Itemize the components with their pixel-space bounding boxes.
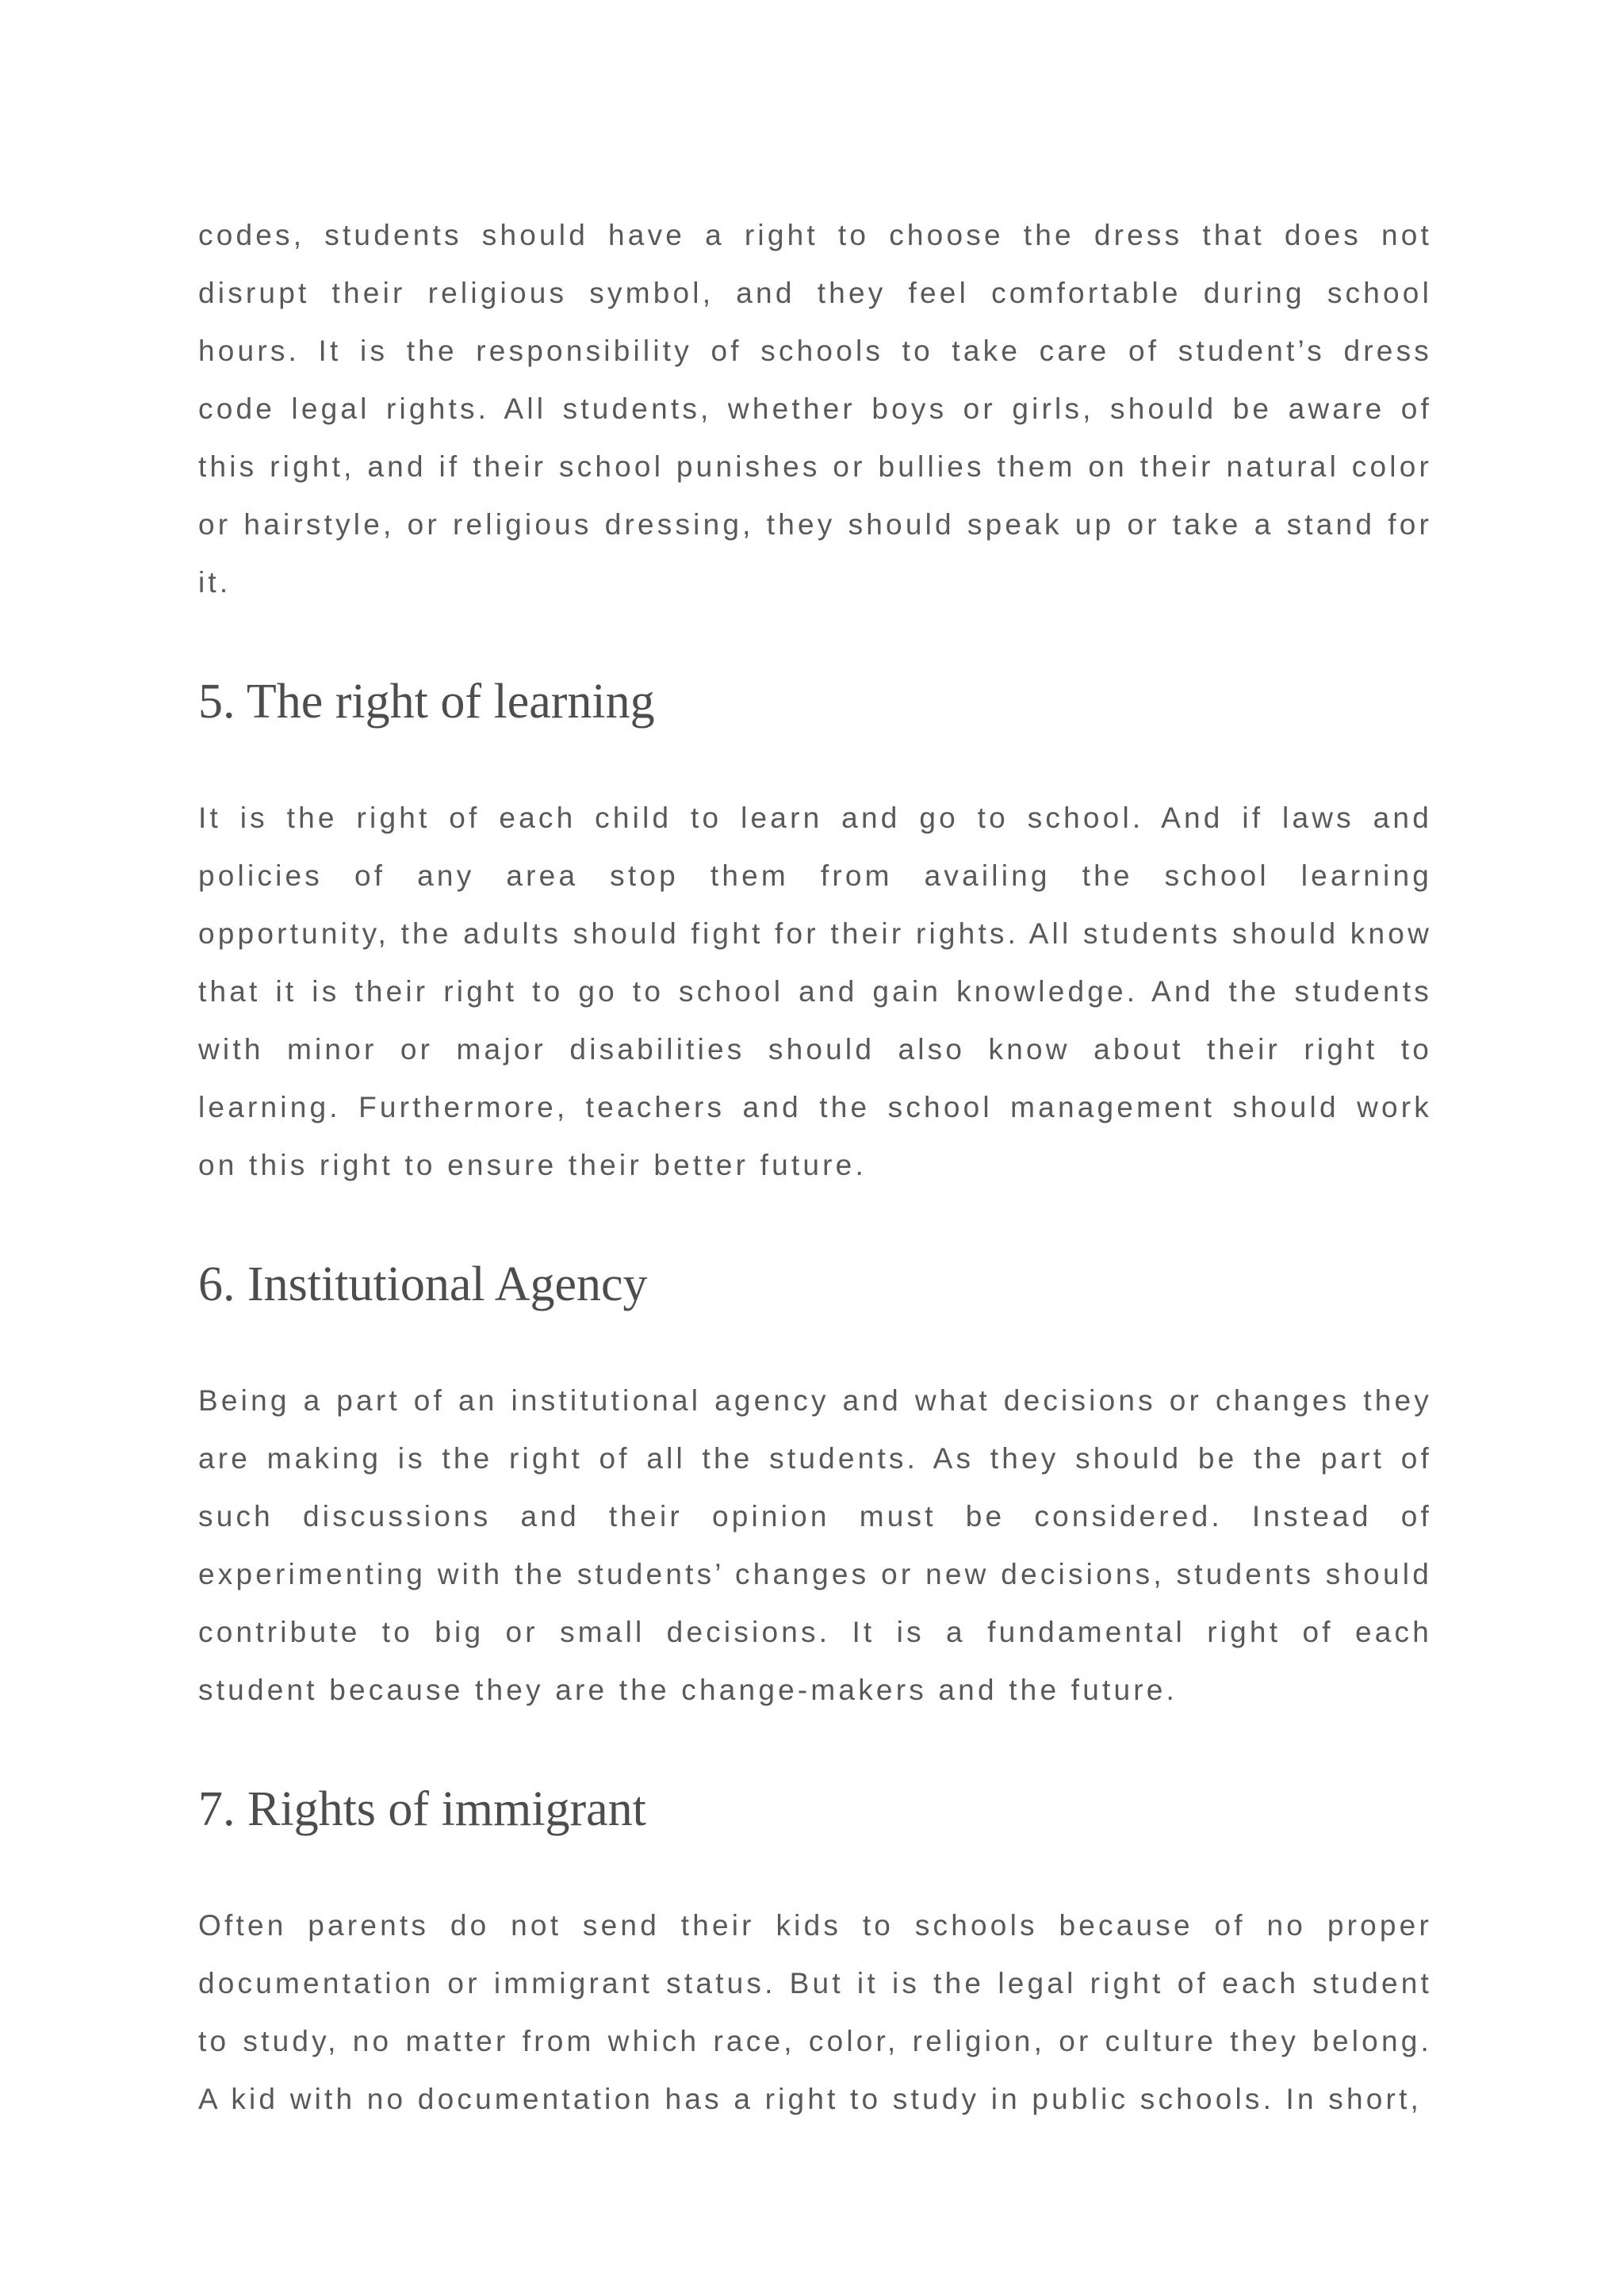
section-paragraph-rights-of-immigrant: Often parents do not send their kids to schools because of no proper documentation or immigrant status. But it is the legal right of each student to study, no matter from which race, color, religion, or culture they belong. A kid with no documentation has a right to study in public schools. In short, bbox=[198, 1909, 1432, 2115]
section-paragraph-institutional-agency: Being a part of an institutional agency and what decisions or changes they are making is the right of all the students. As they should be the part of such discussions and their opinion must be considered. Instead of experimenting with the students’ changes or new decisions, students should contribute to big or small decisions. It is a fundamental right of each student because they are the change-makers and the future. bbox=[198, 1384, 1432, 1706]
section-paragraph-right-of-learning: It is the right of each child to learn and go to school. And if laws and policies of any area stop them from availing the school learning opportunity, the adults should fight for their rights. All students should know that it is their right to go to school and gain knowledge. And the students with minor or major disabilities should also know about their right to learning. Furthermore, teachers and the school management should work on this right to ensure their better future. bbox=[198, 802, 1432, 1181]
section-heading-right-of-learning: 5. The right of learning bbox=[198, 675, 655, 729]
intro-paragraph: codes, students should have a right to choose the dress that does not disrupt their religious symbol, and they feel comfortable during school hours. It is the responsibility of schools to take care of student’s dress code legal rights. All students, whether boys or girls, should be aware of this right, and if their school punishes or bullies them on their natural color or hairstyle, or religious dressing, they should speak up or take a stand for it. bbox=[198, 219, 1432, 599]
document-content bbox=[198, 206, 1432, 2128]
section-heading-rights-of-immigrant: 7. Rights of immigrant bbox=[198, 1782, 646, 1836]
section-heading-institutional-agency: 6. Institutional Agency bbox=[198, 1257, 648, 1311]
